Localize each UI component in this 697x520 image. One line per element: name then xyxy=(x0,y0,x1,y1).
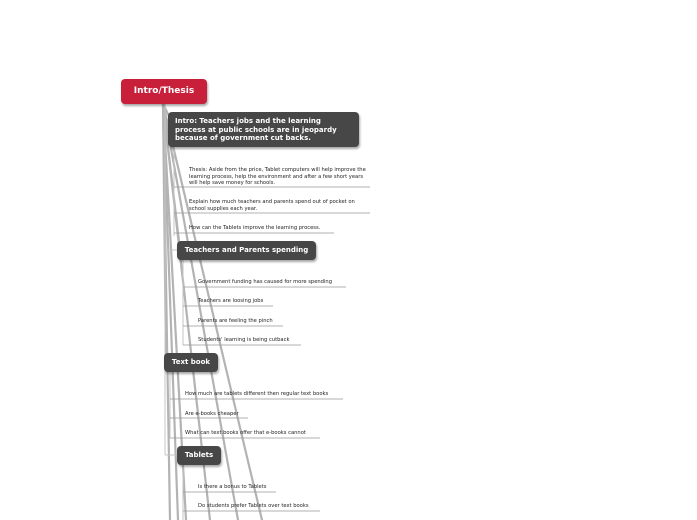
topic-text-book-label: Text book xyxy=(171,358,211,366)
tp-item-label: Government funding has caused for more spending xyxy=(198,279,332,285)
intro-item-label: How can the Tablets improve the learning process. xyxy=(189,225,321,231)
topic-teachers-parents-spending[interactable] xyxy=(177,241,316,260)
tb-item-textbook-offers[interactable] xyxy=(185,430,335,437)
topic-text-book[interactable] xyxy=(164,353,218,372)
intro-item-thesis[interactable] xyxy=(189,167,367,187)
topic-intro[interactable] xyxy=(168,112,359,147)
tp-item-teachers-jobs[interactable] xyxy=(198,298,298,305)
tb-item-label: What can text books offer that e-books cannot xyxy=(185,430,306,436)
tp-item-label: Students' learning is being cutback xyxy=(198,337,290,343)
tp-item-label: Parents are feeling the pinch xyxy=(198,318,273,324)
tp-item-government-funding[interactable] xyxy=(198,279,358,286)
tab-item-label: Is there a bonus to Tablets xyxy=(198,484,267,490)
topic-teachers-parents-label: Teachers and Parents spending xyxy=(184,246,309,254)
tp-item-parents-pinch[interactable] xyxy=(198,318,298,325)
tab-item-label: Do students prefer Tablets over text books xyxy=(198,503,309,509)
intro-item-spending[interactable] xyxy=(189,199,367,212)
central-topic-label: Intro/Thesis xyxy=(133,86,195,96)
intro-item-learning[interactable] xyxy=(189,225,339,232)
tb-item-label: Are e-books cheaper xyxy=(185,411,239,417)
intro-item-label: Thesis: Aside from the price, Tablet computers will help improve the learning process, help the environment and after a few short years will help save money for schools. xyxy=(189,167,366,187)
tab-item-students-prefer[interactable] xyxy=(198,503,338,510)
central-topic-intro-thesis[interactable] xyxy=(121,79,207,104)
topic-tablets[interactable] xyxy=(177,446,221,465)
tab-item-bonus[interactable] xyxy=(198,484,298,491)
tb-item-label: How much are tablets different then regular text books xyxy=(185,391,329,397)
topic-intro-label: Intro: Teachers jobs and the learning process at public schools are in jeopardy because of government cut backs. xyxy=(175,117,337,142)
tp-item-label: Teachers are loosing jobs xyxy=(198,298,264,304)
topic-tablets-label: Tablets xyxy=(184,451,214,459)
tp-item-students-learning[interactable] xyxy=(198,337,318,344)
tb-item-ebooks-cheaper[interactable] xyxy=(185,411,265,418)
intro-item-label: Explain how much teachers and parents spend out of pocket on school supplies each year. xyxy=(189,199,355,212)
tb-item-difference[interactable] xyxy=(185,391,355,398)
